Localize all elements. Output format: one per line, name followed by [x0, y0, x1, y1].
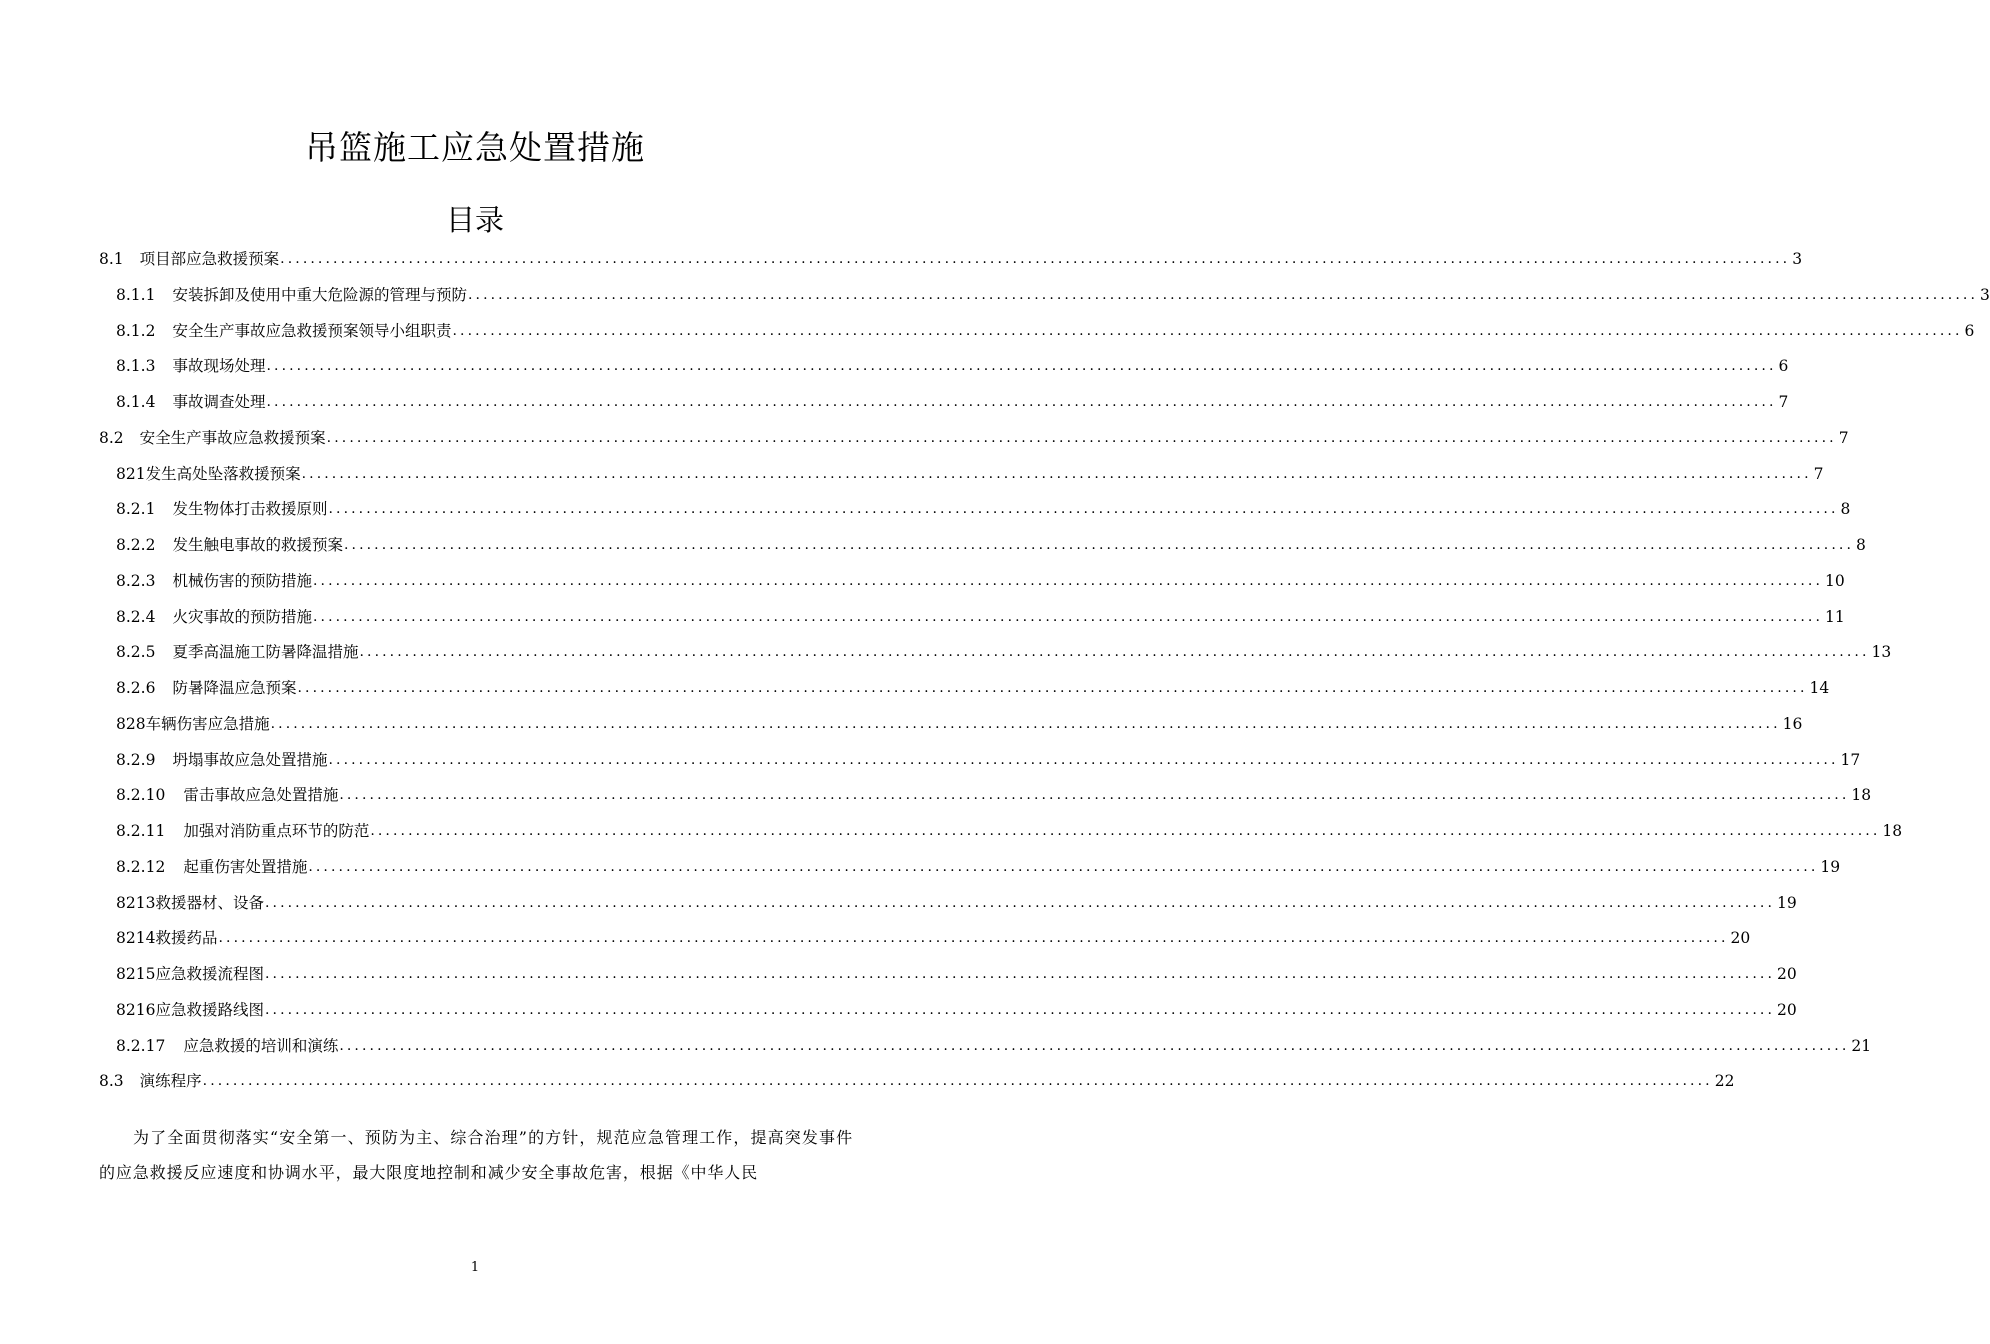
toc-entry[interactable] [116, 568, 1845, 592]
toc-dot-leader: ........................................................................................................................................................................................................ [266, 358, 1777, 375]
toc-dot-leader: ........................................................................................................................................................................................................ [297, 680, 1808, 696]
toc-dot-leader: ........................................................................................................................................................................................................ [218, 930, 1729, 947]
toc-entry-title: 发生物体打击救援原则 [172, 500, 328, 519]
toc-entry-page: 13 [1871, 643, 1892, 662]
toc-entry[interactable] [116, 461, 1824, 485]
toc-entry-number: 8.1.1 [116, 285, 156, 304]
toc-entry[interactable] [116, 711, 1803, 735]
toc-entry-page: 7 [1838, 428, 1849, 447]
toc-dot-leader: ........................................................................................................................................................................................................ [339, 787, 1850, 804]
toc-entry-title: 应急救援的培训和演练 [183, 1036, 339, 1055]
toc-dot-leader: ........................................................................................................................................................................................................ [270, 715, 1781, 732]
toc-entry-page: 7 [1778, 393, 1789, 411]
toc-entry-number: 8.2.4 [116, 607, 156, 626]
toc-dot-leader: ........................................................................................................................................................................................................ [312, 572, 1824, 589]
toc-dot-leader: ........................................................................................................................................................................................................ [280, 251, 1791, 267]
toc-entry[interactable] [116, 389, 1789, 413]
toc-entry-page: 17 [1840, 750, 1861, 769]
toc-dot-leader: ........................................................................................................................................................................................................ [370, 823, 1881, 839]
toc-entry-title: 加强对消防重点环节的防范 [183, 822, 370, 840]
toc-dot-leader: ........................................................................................................................................................................................................ [312, 608, 1824, 625]
toc-entry-number: 8216 [116, 1000, 156, 1019]
body-paragraph: 为了全面贯彻落实“安全第一、预防为主、综合治理”的方针，规范应急管理工作，提高突发事件的应急救援反应速度和协调水平，最大限度地控制和减少安全事故危害，根据《中华人民 [99, 1128, 853, 1182]
toc-entry-title: 夏季高温施工防暑降温措施 [172, 643, 359, 662]
toc-entry-number: 8.2.10 [116, 786, 166, 805]
toc-entry-number: 8.2.6 [116, 679, 156, 697]
toc-entry-title: 火灾事故的预防措施 [172, 607, 312, 626]
toc-dot-leader: ........................................................................................................................................................................................................ [328, 501, 1839, 518]
toc-entry[interactable] [116, 854, 1841, 878]
toc-dot-leader: ........................................................................................................................................................................................................ [301, 465, 1812, 482]
toc-entry[interactable] [116, 997, 1797, 1021]
toc-entry[interactable] [116, 675, 1830, 699]
toc-entry-number: 8.1 [99, 250, 124, 268]
toc-entry-page: 19 [1820, 857, 1841, 876]
toc-entry-number: 8.1.4 [116, 393, 156, 411]
toc-entry-title: 救援器材、设备 [155, 893, 264, 912]
toc-entry-page: 6 [1964, 321, 1975, 340]
toc-dot-leader: ........................................................................................................................................................................................................ [328, 751, 1839, 768]
toc-entry[interactable] [116, 961, 1797, 985]
toc-dot-leader: ........................................................................................................................................................................................................ [467, 286, 1979, 303]
toc-dot-leader: ........................................................................................................................................................................................................ [326, 429, 1837, 446]
toc-entry-page: 10 [1825, 571, 1845, 590]
toc-dot-leader: ........................................................................................................................................................................................................ [339, 1037, 1850, 1054]
toc-entry-title: 安全生产事故应急救援预案领导小组职责 [172, 321, 452, 340]
toc-heading: 目录 [445, 203, 504, 237]
toc-entry[interactable] [116, 604, 1845, 628]
toc-entry[interactable] [116, 1033, 1872, 1057]
toc-entry-title: 应急救援路线图 [155, 1000, 264, 1019]
toc-entry-title: 安全生产事故应急救援预案 [139, 428, 326, 447]
toc-entry-page: 18 [1882, 822, 1903, 840]
toc-entry[interactable] [116, 639, 1892, 663]
toc-dot-leader: ........................................................................................................................................................................................................ [343, 537, 1855, 553]
toc-entry-title: 安装拆卸及使用中重大危险源的管理与预防 [172, 285, 467, 304]
toc-entry-number: 8.2.2 [116, 536, 156, 554]
toc-entry[interactable] [116, 282, 1990, 306]
toc-dot-leader: ........................................................................................................................................................................................................ [359, 644, 1870, 661]
toc-entry-page: 16 [1782, 714, 1803, 733]
toc-entry-title: 起重伤害处置措施 [183, 857, 308, 876]
toc-entry-page: 20 [1730, 929, 1751, 948]
toc-entry-page: 22 [1714, 1072, 1735, 1091]
toc-entry-page: 7 [1813, 464, 1824, 483]
toc-entry-number: 8215 [116, 965, 156, 983]
toc-entry-title: 车辆伤害应急措施 [145, 714, 270, 733]
toc-entry-title: 救援药品 [155, 929, 218, 948]
toc-entry-page: 8 [1856, 536, 1866, 554]
toc-entry-title: 事故现场处理 [172, 357, 266, 376]
toc-entry-number: 8.2.1 [116, 500, 156, 519]
toc-entry[interactable] [116, 532, 1866, 556]
toc-entry-title: 应急救援流程图 [155, 965, 264, 983]
toc-entry-title: 项目部应急救援预案 [139, 250, 280, 268]
toc-entry-number: 8213 [116, 893, 156, 912]
toc-entry-number: 8.3 [99, 1072, 124, 1091]
toc-entry-title: 演练程序 [139, 1072, 202, 1091]
toc-dot-leader: ........................................................................................................................................................................................................ [452, 322, 1963, 339]
toc-entry-title: 雷击事故应急处置措施 [183, 786, 339, 805]
toc-entry-page: 6 [1778, 357, 1789, 376]
toc-entry-number: 8.2.17 [116, 1036, 166, 1055]
toc-entry-number: 8.1.2 [116, 321, 156, 340]
toc-dot-leader: ........................................................................................................................................................................................................ [264, 894, 1776, 911]
toc-entry-number: 8.2.9 [116, 750, 156, 769]
toc-dot-leader: ........................................................................................................................................................................................................ [264, 966, 1776, 982]
toc-entry-title: 防暑降温应急预案 [172, 679, 297, 697]
toc-entry[interactable] [116, 818, 1903, 842]
toc-entry-page: 18 [1851, 786, 1872, 805]
document-title: 吊篮施工应急处置措施 [305, 128, 645, 167]
toc-entry-page: 8 [1840, 500, 1851, 519]
toc-entry-number: 8.2.5 [116, 643, 156, 662]
toc-entry-number: 8.2 [99, 428, 124, 447]
toc-entry[interactable] [116, 353, 1789, 377]
toc-entry[interactable] [116, 782, 1872, 806]
toc-entry-page: 3 [1792, 250, 1803, 268]
toc-entry-page: 14 [1809, 679, 1830, 697]
toc-entry-title: 发生触电事故的救援预案 [172, 536, 343, 554]
toc-dot-leader: ........................................................................................................................................................................................................ [308, 858, 1819, 875]
toc-entry-page: 19 [1777, 893, 1797, 912]
page-number: 1 [470, 1260, 480, 1275]
toc-entry-number: 8.1.3 [116, 357, 156, 376]
toc-entry-title: 机械伤害的预防措施 [172, 571, 312, 590]
toc-entry-number: 8.2.12 [116, 857, 166, 876]
toc-entry[interactable] [116, 318, 1975, 342]
toc-entry-page: 21 [1851, 1036, 1872, 1055]
toc-entry[interactable] [116, 890, 1797, 914]
toc-entry-number: 8.2.3 [116, 571, 156, 590]
toc-entry[interactable] [99, 425, 1849, 449]
toc-entry-page: 3 [1980, 285, 1990, 304]
toc-entry-title: 坍塌事故应急处置措施 [172, 750, 328, 769]
toc-entry[interactable] [99, 1068, 1735, 1092]
toc-dot-leader: ........................................................................................................................................................................................................ [202, 1073, 1713, 1090]
toc-dot-leader: ........................................................................................................................................................................................................ [264, 1001, 1776, 1018]
toc-entry[interactable] [99, 246, 1803, 270]
toc-dot-leader: ........................................................................................................................................................................................................ [266, 394, 1777, 410]
toc-entry[interactable] [116, 496, 1851, 520]
toc-entry-number: 8214 [116, 929, 156, 948]
toc-entry-number: 828 [116, 714, 146, 733]
toc-entry-page: 20 [1777, 965, 1797, 983]
toc-entry-page: 20 [1777, 1000, 1797, 1019]
toc-entry[interactable] [116, 925, 1751, 949]
toc-entry-title: 事故调查处理 [172, 393, 266, 411]
toc-entry[interactable] [116, 747, 1861, 771]
toc-entry-number: 8.2.11 [116, 822, 166, 840]
toc-entry-number: 821 [116, 464, 146, 483]
toc-entry-title: 发生高处坠落救援预案 [145, 464, 301, 483]
toc-entry-page: 11 [1825, 607, 1845, 626]
